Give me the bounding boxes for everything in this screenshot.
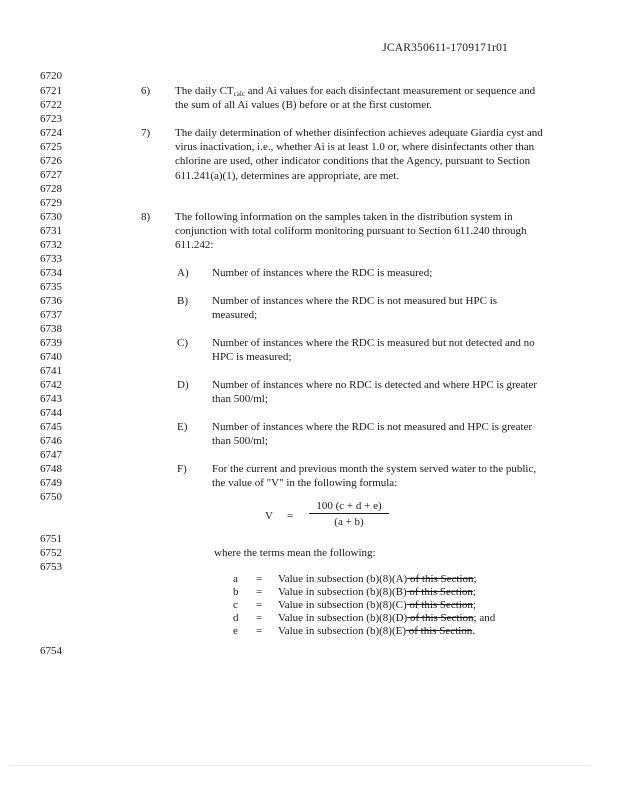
page-bottom-divider bbox=[10, 765, 590, 766]
line-number: 6731 bbox=[40, 225, 62, 237]
term-variable: e bbox=[233, 625, 238, 637]
line-number: 6743 bbox=[40, 393, 62, 405]
item-8-text: The following information on the samples taken in the distribution system in conjunction with total coliform monitoring pursuant to Section 611.240 through 611.242: bbox=[175, 211, 527, 252]
line-number: 6740 bbox=[40, 351, 62, 363]
subitem-b-letter: B) bbox=[177, 295, 188, 307]
line-number: 6749 bbox=[40, 477, 62, 489]
term-variable: b bbox=[233, 586, 239, 598]
item-8-number: 8) bbox=[141, 211, 151, 223]
line-number: 6728 bbox=[40, 183, 62, 195]
line-number: 6754 bbox=[40, 645, 62, 657]
term-variable: a bbox=[233, 573, 238, 585]
line-number: 6751 bbox=[40, 533, 62, 545]
document-header-id: JCAR350611-1709171r01 bbox=[382, 42, 508, 54]
struck-text: of this Section bbox=[407, 612, 474, 624]
term-equals: = bbox=[256, 586, 263, 598]
item-6-text: The daily $CT_{calc}$ and Ai values for each disinfectant measurement or sequence and the sum of all Ai values (B) before or at the first customer. bbox=[175, 85, 536, 112]
subitem-c-letter: C) bbox=[177, 337, 188, 349]
line-number: 6734 bbox=[40, 267, 62, 279]
term-definition: Value in subsection (b)(8)(C) of this Section; bbox=[278, 599, 476, 611]
formula-numerator: 100 (c + d + e) bbox=[309, 500, 389, 514]
term-variable: d bbox=[233, 612, 239, 624]
struck-text: of this Section bbox=[406, 599, 473, 611]
formula-lhs: V bbox=[265, 510, 273, 522]
subitem-c-text: Number of instances where the RDC is measured but not detected and no HPC is measured; bbox=[212, 337, 535, 364]
term-definition: Value in subsection (b)(8)(A) of this Section; bbox=[278, 573, 477, 585]
line-number: 6738 bbox=[40, 323, 62, 335]
item-6-number: 6) bbox=[141, 85, 151, 97]
term-variable: c bbox=[233, 599, 238, 611]
struck-text: of this Section bbox=[406, 586, 473, 598]
subitem-a-text: Number of instances where the RDC is measured; bbox=[212, 267, 433, 279]
struck-text: of this Section bbox=[407, 573, 474, 585]
line-number: 6732 bbox=[40, 239, 62, 251]
term-definition: Value in subsection (b)(8)(E) of this Section. bbox=[278, 625, 476, 637]
line-number: 6721 bbox=[40, 85, 62, 97]
line-number: 6720 bbox=[40, 70, 62, 82]
term-equals: = bbox=[256, 573, 263, 585]
struck-text: of this Section bbox=[406, 625, 473, 637]
where-text: where the terms mean the following: bbox=[214, 547, 376, 559]
line-number: 6729 bbox=[40, 197, 62, 209]
term-equals: = bbox=[256, 625, 263, 637]
line-number: 6753 bbox=[40, 561, 62, 573]
term-definition: Value in subsection (b)(8)(B) of this Section; bbox=[278, 586, 476, 598]
line-number: 6742 bbox=[40, 379, 62, 391]
line-number: 6752 bbox=[40, 547, 62, 559]
subitem-f-letter: F) bbox=[177, 463, 187, 475]
formula-denominator: (a + b) bbox=[334, 516, 364, 528]
item-7-number: 7) bbox=[141, 127, 151, 139]
line-number: 6730 bbox=[40, 211, 62, 223]
subitem-f-text: For the current and previous month the system served water to the public, the value of "V" in the following formula: bbox=[212, 463, 537, 490]
line-number: 6746 bbox=[40, 435, 62, 447]
line-number: 6735 bbox=[40, 281, 62, 293]
subitem-a-letter: A) bbox=[177, 267, 189, 279]
line-number: 6745 bbox=[40, 421, 62, 433]
line-number: 6727 bbox=[40, 169, 62, 181]
line-number: 6750 bbox=[40, 491, 62, 503]
term-equals: = bbox=[256, 599, 263, 611]
line-number: 6744 bbox=[40, 407, 62, 419]
line-number: 6737 bbox=[40, 309, 62, 321]
line-number: 6748 bbox=[40, 463, 62, 475]
subitem-d-text: Number of instances where no RDC is detected and where HPC is greater than 500/ml; bbox=[212, 379, 538, 406]
subitem-d-letter: D) bbox=[177, 379, 189, 391]
subitem-b-text: Number of instances where the RDC is not measured but HPC is measured; bbox=[212, 295, 498, 322]
line-number: 6736 bbox=[40, 295, 62, 307]
line-number: 6726 bbox=[40, 155, 62, 167]
line-number: 6723 bbox=[40, 113, 62, 125]
ct-subscript: calc bbox=[233, 90, 245, 98]
line-number: 6722 bbox=[40, 99, 62, 111]
item-7-text: The daily determination of whether disinfection achieves adequate Giardia cyst and virus inactivation, i.e., whether Ai is at least 1.0 or, where disinfectants other than chlorine are used, other indicator conditions that the Agency, pursuant to Section 611.241(a)(1), determines are appropriate, are met. bbox=[175, 127, 543, 182]
line-number: 6741 bbox=[40, 365, 62, 377]
formula-equals: = bbox=[287, 510, 294, 522]
term-definition: Value in subsection (b)(8)(D) of this Section; and bbox=[278, 612, 496, 624]
line-number: 6733 bbox=[40, 253, 62, 265]
line-number: 6724 bbox=[40, 127, 62, 139]
line-number: 6725 bbox=[40, 141, 62, 153]
line-number: 6747 bbox=[40, 449, 62, 461]
subitem-e-letter: E) bbox=[177, 421, 188, 433]
subitem-e-text: Number of instances where the RDC is not measured and HPC is greater than 500/ml; bbox=[212, 421, 533, 448]
term-equals: = bbox=[256, 612, 263, 624]
line-number: 6739 bbox=[40, 337, 62, 349]
